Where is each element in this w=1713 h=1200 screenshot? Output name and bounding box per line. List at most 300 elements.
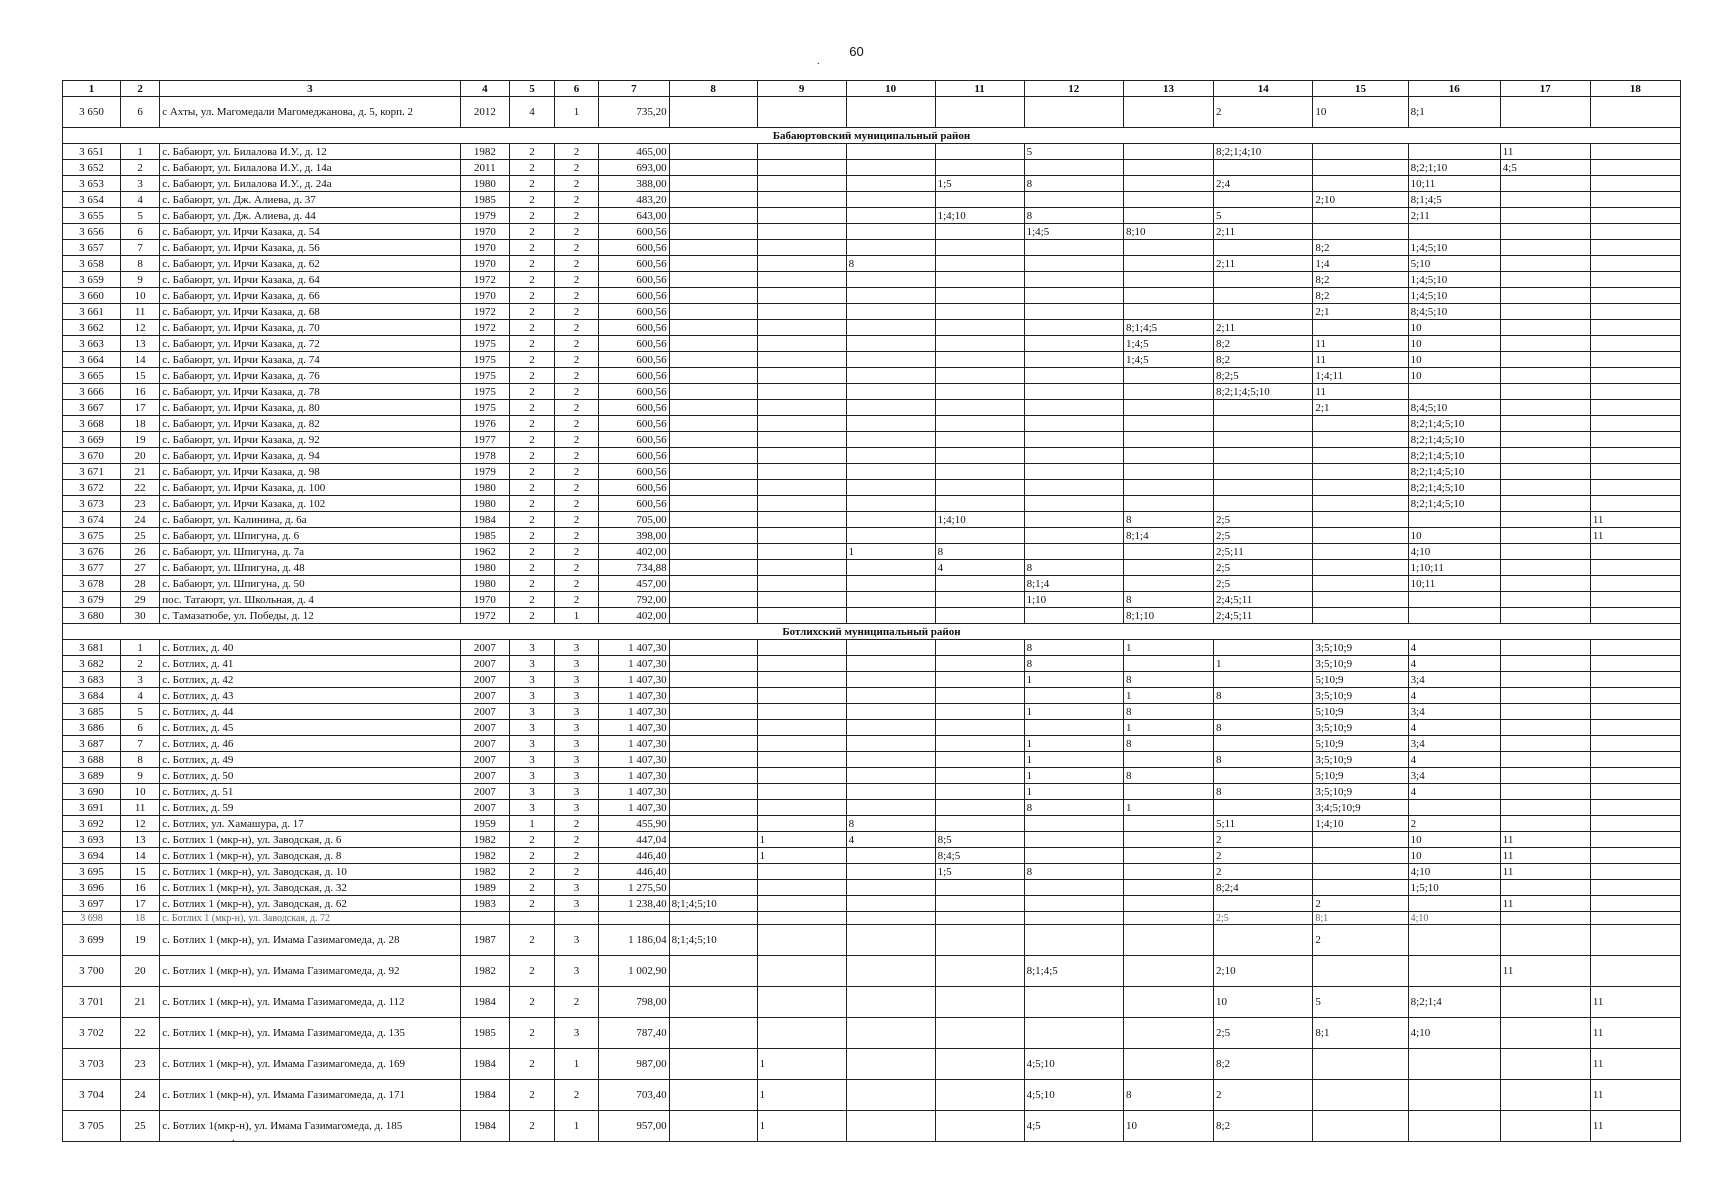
table-cell: 8 xyxy=(120,752,159,768)
table-cell xyxy=(1500,176,1590,192)
column-header: 14 xyxy=(1214,81,1313,97)
table-cell xyxy=(1024,320,1123,336)
table-cell: 1 xyxy=(554,608,599,624)
table-cell: 2 xyxy=(510,512,555,528)
table-cell xyxy=(846,272,935,288)
table-cell: 7 xyxy=(120,240,159,256)
table-cell xyxy=(846,496,935,512)
table-cell: 11 xyxy=(1590,1080,1680,1111)
table-cell xyxy=(1123,240,1213,256)
section-title: Ботлихский муниципальный район xyxy=(63,624,1681,640)
table-cell xyxy=(1024,256,1123,272)
table-cell: 3 xyxy=(554,736,599,752)
table-cell xyxy=(1123,448,1213,464)
table-cell: 1 xyxy=(757,848,846,864)
table-cell: 3 xyxy=(554,956,599,987)
table-cell: 10;11 xyxy=(1408,576,1500,592)
table-cell xyxy=(935,416,1024,432)
table-cell: 3 692 xyxy=(63,816,121,832)
table-cell xyxy=(1590,832,1680,848)
table-cell xyxy=(1123,176,1213,192)
table-cell: 2 xyxy=(510,256,555,272)
table-cell: 4 xyxy=(1408,720,1500,736)
table-cell xyxy=(1024,192,1123,208)
table-cell: 3 660 xyxy=(63,288,121,304)
table-cell: 3 665 xyxy=(63,368,121,384)
table-cell xyxy=(1500,576,1590,592)
table-cell xyxy=(669,576,757,592)
table-cell: 8;2;1;4;5;10 xyxy=(1214,384,1313,400)
table-cell xyxy=(1408,1111,1500,1142)
table-cell: с. Бабаюрт, ул. Ирчи Казака, д. 100 xyxy=(160,480,460,496)
table-cell: с. Бабаюрт, ул. Шпигуна, д. 50 xyxy=(160,576,460,592)
table-cell xyxy=(935,956,1024,987)
table-cell: 3 658 xyxy=(63,256,121,272)
table-cell xyxy=(1123,208,1213,224)
table-cell: 2 xyxy=(554,496,599,512)
table-cell xyxy=(935,987,1024,1018)
table-cell xyxy=(757,592,846,608)
table-cell: 11 xyxy=(1590,1111,1680,1142)
table-cell: 5 xyxy=(120,704,159,720)
table-cell xyxy=(1024,880,1123,896)
table-cell: 8 xyxy=(120,256,159,272)
table-cell: 2007 xyxy=(460,800,510,816)
table-cell xyxy=(757,288,846,304)
table-cell: 3 684 xyxy=(63,688,121,704)
table-cell xyxy=(1590,544,1680,560)
table-cell xyxy=(1024,512,1123,528)
table-cell xyxy=(1590,448,1680,464)
table-cell: с. Бабаюрт, ул. Дж. Алиева, д. 37 xyxy=(160,192,460,208)
table-cell: 2007 xyxy=(460,704,510,720)
table-cell xyxy=(1590,925,1680,956)
table-row xyxy=(63,592,1681,608)
table-cell: с. Ботлих, д. 59 xyxy=(160,800,460,816)
table-cell: 3 680 xyxy=(63,608,121,624)
table-cell xyxy=(1024,608,1123,624)
table-cell xyxy=(935,432,1024,448)
table-cell: с. Ботлих 1 (мкр-н), ул. Имама Газимагомеда, д. 169 xyxy=(160,1049,460,1080)
table-cell: с. Ботлих, д. 41 xyxy=(160,656,460,672)
table-cell: 23 xyxy=(120,1049,159,1080)
table-cell: 3;4 xyxy=(1408,768,1500,784)
table-cell xyxy=(669,384,757,400)
table-cell xyxy=(1313,432,1408,448)
table-cell: 9 xyxy=(120,768,159,784)
table-cell: 2;5 xyxy=(1214,528,1313,544)
table-cell xyxy=(935,672,1024,688)
table-cell xyxy=(935,384,1024,400)
table-cell: с. Ботлих, д. 42 xyxy=(160,672,460,688)
table-cell: 2;4;5;11 xyxy=(1214,592,1313,608)
table-row xyxy=(63,176,1681,192)
table-cell: 3 677 xyxy=(63,560,121,576)
table-cell: 1;4 xyxy=(1313,256,1408,272)
table-cell: 1972 xyxy=(460,320,510,336)
table-cell: 11 xyxy=(1313,384,1408,400)
table-cell xyxy=(846,800,935,816)
table-body xyxy=(63,97,1681,1142)
table-cell: 483,20 xyxy=(599,192,669,208)
table-cell: с. Бабаюрт, ул. Ирчи Казака, д. 62 xyxy=(160,256,460,272)
table-cell xyxy=(1590,144,1680,160)
table-cell: 734,88 xyxy=(599,560,669,576)
table-cell: с. Бабаюрт, ул. Ирчи Казака, д. 78 xyxy=(160,384,460,400)
table-cell: 398,00 xyxy=(599,528,669,544)
table-cell xyxy=(1313,416,1408,432)
table-cell: 1970 xyxy=(460,256,510,272)
table-cell: 12 xyxy=(120,816,159,832)
table-cell: с Ахты, ул. Магомедали Магомеджанова, д. 5, корп. 2 xyxy=(160,97,460,128)
table-cell xyxy=(1214,160,1313,176)
table-cell: 2 xyxy=(554,448,599,464)
table-cell: 2 xyxy=(554,400,599,416)
table-cell: 3 663 xyxy=(63,336,121,352)
table-cell: 2;1 xyxy=(1313,400,1408,416)
table-cell: 2 xyxy=(554,320,599,336)
table-cell xyxy=(757,336,846,352)
table-cell: 3 699 xyxy=(63,925,121,956)
table-cell: 3;5;10;9 xyxy=(1313,784,1408,800)
table-cell xyxy=(1500,736,1590,752)
table-cell xyxy=(669,720,757,736)
table-cell xyxy=(846,987,935,1018)
table-cell xyxy=(1590,576,1680,592)
table-row xyxy=(63,1080,1681,1111)
table-cell xyxy=(1408,384,1500,400)
table-cell: с. Бабаюрт, ул. Ирчи Казака, д. 92 xyxy=(160,432,460,448)
table-cell xyxy=(935,704,1024,720)
table-cell xyxy=(669,832,757,848)
table-cell: 2007 xyxy=(460,736,510,752)
scan-speck: . xyxy=(232,1133,235,1144)
table-cell xyxy=(1024,288,1123,304)
table-cell: 2 xyxy=(510,208,555,224)
table-cell: 3 667 xyxy=(63,400,121,416)
table-cell: 10 xyxy=(1408,352,1500,368)
table-cell: с. Ботлих, д. 43 xyxy=(160,688,460,704)
table-cell xyxy=(1313,144,1408,160)
table-cell: 25 xyxy=(120,528,159,544)
table-cell: 1;10 xyxy=(1024,592,1123,608)
table-cell xyxy=(757,816,846,832)
table-cell xyxy=(1214,272,1313,288)
table-cell: 1972 xyxy=(460,272,510,288)
table-cell: 2 xyxy=(510,832,555,848)
table-cell xyxy=(757,1018,846,1049)
table-cell xyxy=(757,688,846,704)
table-cell xyxy=(1590,464,1680,480)
table-cell xyxy=(1590,956,1680,987)
column-header: 11 xyxy=(935,81,1024,97)
table-cell: с. Ботлих 1 (мкр-н), ул. Заводская, д. 32 xyxy=(160,880,460,896)
table-cell: 3 695 xyxy=(63,864,121,880)
column-header: 3 xyxy=(160,81,460,97)
table-cell: 19 xyxy=(120,925,159,956)
table-cell xyxy=(846,1080,935,1111)
table-cell: 3 671 xyxy=(63,464,121,480)
table-cell: 4 xyxy=(1408,640,1500,656)
table-cell xyxy=(1123,560,1213,576)
table-cell xyxy=(1500,384,1590,400)
table-cell xyxy=(1313,320,1408,336)
table-cell: 6 xyxy=(120,97,159,128)
table-cell xyxy=(669,176,757,192)
table-cell: 13 xyxy=(120,832,159,848)
table-cell: 8 xyxy=(1024,560,1123,576)
table-cell: 10;11 xyxy=(1408,176,1500,192)
table-cell: 2 xyxy=(554,576,599,592)
table-cell: 1 238,40 xyxy=(599,896,669,912)
table-cell: 4;10 xyxy=(1408,544,1500,560)
table-cell: 2 xyxy=(510,560,555,576)
table-cell xyxy=(1123,432,1213,448)
table-cell: 29 xyxy=(120,592,159,608)
table-cell xyxy=(1590,784,1680,800)
table-cell: 3 661 xyxy=(63,304,121,320)
table-cell: 20 xyxy=(120,448,159,464)
column-header: 6 xyxy=(554,81,599,97)
table-cell: 2 xyxy=(510,576,555,592)
table-cell xyxy=(1590,704,1680,720)
table-cell xyxy=(669,304,757,320)
table-cell xyxy=(1500,97,1590,128)
table-cell: 4 xyxy=(1408,656,1500,672)
table-cell xyxy=(757,400,846,416)
table-cell xyxy=(1500,768,1590,784)
table-cell xyxy=(846,240,935,256)
table-cell: 600,56 xyxy=(599,240,669,256)
table-cell: 11 xyxy=(1500,864,1590,880)
table-cell: 2 xyxy=(510,432,555,448)
table-cell: 3 xyxy=(554,800,599,816)
table-cell xyxy=(757,160,846,176)
table-cell xyxy=(757,925,846,956)
table-row xyxy=(63,912,1681,925)
table-row xyxy=(63,192,1681,208)
table-cell: 2;10 xyxy=(1313,192,1408,208)
table-cell: 5 xyxy=(1024,144,1123,160)
table-cell xyxy=(669,1018,757,1049)
table-cell: 23 xyxy=(120,496,159,512)
table-cell xyxy=(1590,352,1680,368)
table-cell: 1 407,30 xyxy=(599,720,669,736)
table-cell: 3 693 xyxy=(63,832,121,848)
table-cell: 2;4 xyxy=(1214,176,1313,192)
table-row xyxy=(63,1111,1681,1142)
table-cell: 4 xyxy=(1408,752,1500,768)
table-row xyxy=(63,544,1681,560)
table-cell: 3 xyxy=(510,656,555,672)
table-cell xyxy=(669,672,757,688)
table-cell xyxy=(1500,704,1590,720)
table-cell: 5;10;9 xyxy=(1313,672,1408,688)
table-cell xyxy=(1500,608,1590,624)
table-cell: 1972 xyxy=(460,304,510,320)
table-cell xyxy=(669,240,757,256)
table-cell xyxy=(1590,592,1680,608)
table-cell: 2007 xyxy=(460,640,510,656)
table-row xyxy=(63,956,1681,987)
table-cell: с. Бабаюрт, ул. Ирчи Казака, д. 66 xyxy=(160,288,460,304)
table-cell: 11 xyxy=(1313,336,1408,352)
table-cell xyxy=(1024,720,1123,736)
table-cell xyxy=(1123,1049,1213,1080)
table-cell xyxy=(1123,192,1213,208)
table-cell xyxy=(1214,416,1313,432)
table-cell xyxy=(757,608,846,624)
table-cell xyxy=(1313,576,1408,592)
table-cell: 2 xyxy=(554,987,599,1018)
table-row xyxy=(63,880,1681,896)
table-cell: 1 xyxy=(554,1049,599,1080)
table-row xyxy=(63,784,1681,800)
table-cell xyxy=(846,464,935,480)
table-cell: 1 xyxy=(1123,720,1213,736)
table-cell: 402,00 xyxy=(599,544,669,560)
table-cell: 3 xyxy=(510,768,555,784)
table-cell: 1 407,30 xyxy=(599,784,669,800)
table-cell xyxy=(1313,464,1408,480)
table-cell: 2 xyxy=(554,160,599,176)
table-cell xyxy=(935,1049,1024,1080)
table-cell: 4 xyxy=(1408,688,1500,704)
table-cell: 2 xyxy=(554,272,599,288)
table-cell: 8;2;1;4 xyxy=(1408,987,1500,1018)
table-cell xyxy=(935,320,1024,336)
table-cell xyxy=(846,720,935,736)
table-cell: 3 704 xyxy=(63,1080,121,1111)
table-cell xyxy=(846,336,935,352)
table-cell xyxy=(846,768,935,784)
table-cell xyxy=(1313,1111,1408,1142)
table-cell: 600,56 xyxy=(599,304,669,320)
table-cell xyxy=(669,480,757,496)
table-cell xyxy=(1500,720,1590,736)
table-cell: 3 655 xyxy=(63,208,121,224)
table-cell: 600,56 xyxy=(599,352,669,368)
table-row xyxy=(63,432,1681,448)
table-cell xyxy=(757,208,846,224)
table-cell xyxy=(935,352,1024,368)
table-cell: 957,00 xyxy=(599,1111,669,1142)
table-cell xyxy=(935,496,1024,512)
table-cell: 8 xyxy=(1214,784,1313,800)
table-cell xyxy=(1024,272,1123,288)
table-row xyxy=(63,640,1681,656)
table-cell xyxy=(1500,640,1590,656)
table-cell: 11 xyxy=(1590,1049,1680,1080)
table-cell: 1 xyxy=(1024,784,1123,800)
table-cell xyxy=(1500,448,1590,464)
table-cell xyxy=(757,192,846,208)
table-cell: 2 xyxy=(554,368,599,384)
table-cell: 600,56 xyxy=(599,496,669,512)
table-cell: с. Ботлих 1 (мкр-н), ул. Имама Газимагомеда, д. 112 xyxy=(160,987,460,1018)
table-cell xyxy=(1500,288,1590,304)
table-cell: 2 xyxy=(554,416,599,432)
table-cell xyxy=(1313,1049,1408,1080)
table-cell: 8;1;4;5;10 xyxy=(669,925,757,956)
table-cell: 8 xyxy=(1024,864,1123,880)
table-cell xyxy=(1590,400,1680,416)
table-row xyxy=(63,224,1681,240)
table-cell xyxy=(1313,528,1408,544)
table-cell: 9 xyxy=(120,272,159,288)
table-cell: 2007 xyxy=(460,688,510,704)
table-cell: 2 xyxy=(510,400,555,416)
table-cell xyxy=(846,704,935,720)
table-cell: 8 xyxy=(1123,512,1213,528)
table-cell: 4;5 xyxy=(1500,160,1590,176)
table-cell: 3 666 xyxy=(63,384,121,400)
table-cell: 4 xyxy=(935,560,1024,576)
table-cell xyxy=(757,224,846,240)
table-cell: 3 674 xyxy=(63,512,121,528)
table-row xyxy=(63,800,1681,816)
table-cell: 2 xyxy=(510,1080,555,1111)
table-row xyxy=(63,160,1681,176)
table-cell: 3 xyxy=(554,880,599,896)
section-row xyxy=(63,128,1681,144)
table-cell: 1 407,30 xyxy=(599,800,669,816)
table-cell: 447,04 xyxy=(599,832,669,848)
table-cell: 705,00 xyxy=(599,512,669,528)
table-cell: 2 xyxy=(510,352,555,368)
table-cell: 600,56 xyxy=(599,432,669,448)
table-cell xyxy=(1500,1049,1590,1080)
table-cell: 18 xyxy=(120,416,159,432)
table-cell xyxy=(757,320,846,336)
table-cell: 8;10 xyxy=(1123,224,1213,240)
table-cell: 16 xyxy=(120,880,159,896)
table-cell: с. Ботлих, д. 51 xyxy=(160,784,460,800)
table-cell xyxy=(757,672,846,688)
table-cell xyxy=(1123,956,1213,987)
table-cell: 10 xyxy=(1123,1111,1213,1142)
table-cell xyxy=(1313,848,1408,864)
table-cell xyxy=(757,576,846,592)
table-cell: 1984 xyxy=(460,987,510,1018)
table-cell: 2 xyxy=(554,352,599,368)
table-cell: 8;2 xyxy=(1313,288,1408,304)
table-row xyxy=(63,1018,1681,1049)
table-cell xyxy=(1214,640,1313,656)
table-cell: 1 xyxy=(1024,752,1123,768)
table-cell: с. Бабаюрт, ул. Билалова И.У., д. 12 xyxy=(160,144,460,160)
table-cell: 4 xyxy=(120,688,159,704)
table-cell: 8 xyxy=(1024,176,1123,192)
table-cell: 10 xyxy=(120,288,159,304)
table-cell xyxy=(1590,160,1680,176)
table-cell: 3 694 xyxy=(63,848,121,864)
table-cell: 3 654 xyxy=(63,192,121,208)
table-cell xyxy=(1590,384,1680,400)
table-cell: 3 673 xyxy=(63,496,121,512)
table-cell: 8;2 xyxy=(1214,352,1313,368)
table-cell xyxy=(1590,672,1680,688)
table-row xyxy=(63,896,1681,912)
table-cell: 7 xyxy=(120,736,159,752)
table-row xyxy=(63,656,1681,672)
table-cell: 10 xyxy=(1408,832,1500,848)
table-cell xyxy=(1214,240,1313,256)
table-row xyxy=(63,464,1681,480)
table-cell xyxy=(757,864,846,880)
table-cell: 3 xyxy=(554,784,599,800)
table-cell xyxy=(1500,1018,1590,1049)
